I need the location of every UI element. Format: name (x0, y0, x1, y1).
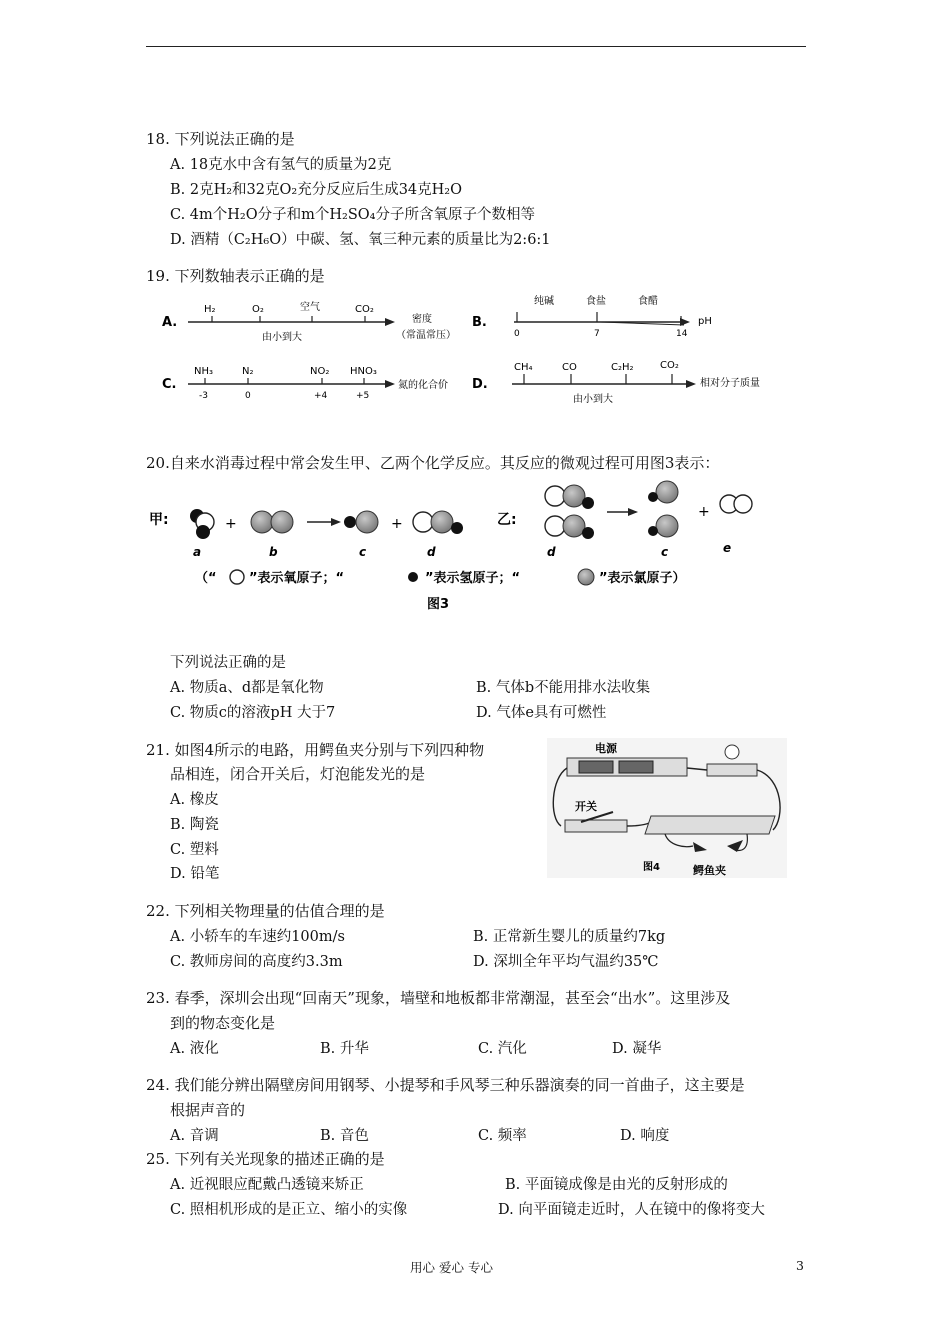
q25-stem: 25. 下列有关光现象的描述正确的是 (146, 1150, 385, 1168)
switch-label: 开关 (575, 800, 597, 813)
q24-option-b: B. 音色 (320, 1128, 369, 1144)
legend-part-3: ”表示氢原子；“ (425, 571, 521, 586)
axis-c-tick-4: +5 (356, 391, 370, 401)
q21-option-a: A. 橡皮 (170, 792, 219, 808)
q21-circuit-figure (547, 738, 787, 878)
axis-b-tick-7: 7 (594, 329, 600, 339)
axis-d-end: 相对分子质量 (700, 378, 760, 389)
q18-option-d: D. 酒精（C₂H₆O）中碳、氢、氧三种元素的质量比为2:6:1 (170, 232, 551, 248)
axis-c-tick-1: -3 (199, 391, 208, 401)
q23-option-d: D. 凝华 (612, 1041, 662, 1057)
q23-stem-line-1: 23. 春季，深圳会出现“回南天”现象，墙壁和地板都非常潮湿，甚至会“出水”。这里涉及 (146, 989, 731, 1007)
axis-c-label-2: N₂ (242, 366, 254, 377)
q20-option-b: B. 气体b不能用排水法收集 (476, 680, 651, 696)
axis-a-end-2: （常温常压） (396, 330, 456, 341)
axis-b-tick-0: 0 (514, 329, 520, 339)
q21-option-c: C. 塑料 (170, 842, 219, 858)
axis-d-under: 由小到大 (573, 394, 613, 405)
axis-b-label-3: 食醋 (638, 296, 658, 307)
q18-option-b: B. 2克H₂和32克O₂充分反应后生成34克H₂O (170, 182, 463, 198)
axis-c-label-1: NH₃ (194, 366, 214, 377)
axis-b-letter: B. (472, 315, 487, 330)
q24-stem-line-2: 根据声音的 (170, 1101, 246, 1119)
label-c: c (359, 545, 367, 559)
axis-a-label-1: H₂ (204, 304, 216, 315)
q25-option-c: C. 照相机形成的是正立、缩小的实像 (170, 1202, 408, 1218)
q20-option-d: D. 气体e具有可燃性 (476, 705, 607, 721)
legend-part-2: ”表示氧原子；“ (249, 571, 345, 586)
label-d2: d (547, 545, 556, 559)
q23-option-a: A. 液化 (170, 1041, 219, 1057)
q20-figure (145, 476, 785, 616)
q19-number-lines (150, 292, 790, 412)
axis-d-label-4: CO₂ (660, 360, 679, 371)
q22-option-b: B. 正常新生婴儿的质量约7kg (473, 929, 666, 945)
q20-stem: 20.自来水消毒过程中常会发生甲、乙两个化学反应。其反应的微观过程可用图3表示： (146, 454, 720, 472)
axis-a-end-1: 密度 (412, 314, 432, 325)
q21-option-d: D. 铅笔 (170, 866, 220, 882)
axis-a-label-3: 空气 (300, 302, 320, 313)
axis-c-label-3: NO₂ (310, 366, 330, 377)
q19-stem: 19. 下列数轴表示正确的是 (146, 267, 325, 285)
jia-label: 甲: (149, 512, 169, 528)
q18-option-a: A. 18克水中含有氢气的质量为2克 (170, 157, 392, 173)
legend-part-1: （“ (195, 571, 217, 586)
q20-sub-stem: 下列说法正确的是 (170, 655, 286, 671)
axis-a-letter: A. (162, 315, 178, 330)
axis-c-label-4: HNO₃ (350, 366, 377, 377)
page-number: 3 (796, 1258, 804, 1273)
header-rule (146, 46, 806, 47)
svg-text:+: + (698, 504, 710, 520)
axis-c-letter: C. (162, 377, 177, 392)
q24-stem-line-1: 24. 我们能分辨出隔壁房间用钢琴、小提琴和手风琴三种乐器演奏的同一首曲子，这主要是 (146, 1076, 745, 1094)
q22-option-a: A. 小轿车的车速约100m/s (170, 929, 345, 945)
power-label: 电源 (595, 742, 617, 755)
q22-stem: 22. 下列相关物理量的估值合理的是 (146, 902, 385, 920)
axis-b-end: pH (698, 316, 712, 327)
q25-option-d: D. 向平面镜走近时，人在镜中的像将变大 (498, 1202, 765, 1218)
q24-option-d: D. 响度 (620, 1128, 670, 1144)
axis-b-label-2: 食盐 (586, 296, 606, 307)
q23-option-b: B. 升华 (320, 1041, 369, 1057)
q22-option-c: C. 教师房间的高度约3.3m (170, 954, 343, 970)
q22-option-d: D. 深圳全年平均气温约35℃ (473, 954, 659, 970)
legend-part-4: ”表示氯原子） (599, 571, 686, 586)
figure-3-label: 图3 (427, 597, 450, 612)
label-b: b (269, 545, 278, 559)
axis-a-label-4: CO₂ (355, 304, 374, 315)
axis-d-label-1: CH₄ (514, 362, 533, 373)
label-d: d (427, 545, 436, 559)
axis-d-letter: D. (472, 377, 488, 392)
q21-stem-line-1: 21. 如图4所示的电路，用鳄鱼夹分别与下列四种物 (146, 741, 485, 759)
axis-d-label-3: C₂H₂ (611, 362, 634, 373)
q18-stem: 18. 下列说法正确的是 (146, 130, 295, 148)
axis-c-end: 氮的化合价 (398, 380, 448, 391)
q24-option-c: C. 频率 (478, 1128, 527, 1144)
axis-d-label-2: CO (562, 362, 577, 373)
svg-text:+: + (225, 516, 237, 532)
axis-c-tick-2: 0 (245, 391, 251, 401)
axis-c-tick-3: +4 (314, 391, 328, 401)
axis-b-tick-14: 14 (676, 329, 688, 339)
q21-option-b: B. 陶瓷 (170, 817, 219, 833)
label-a: a (193, 545, 202, 559)
footer-center: 用心 爱心 专心 (410, 1260, 493, 1275)
q21-stem-line-2: 品相连，闭合开关后，灯泡能发光的是 (170, 765, 426, 783)
q25-option-b: B. 平面镜成像是由光的反射形成的 (505, 1177, 728, 1193)
label-c2: c (661, 545, 669, 559)
figure-4-label: 图4 (643, 862, 660, 873)
q23-stem-line-2: 到的物态变化是 (170, 1014, 276, 1032)
axis-a-label-2: O₂ (252, 304, 264, 315)
q20-option-a: A. 物质a、d都是氧化物 (170, 680, 324, 696)
q18-option-c: C. 4m个H₂O分子和m个H₂SO₄分子所含氧原子个数相等 (170, 207, 535, 223)
svg-text:+: + (391, 516, 403, 532)
yi-label: 乙: (497, 512, 517, 528)
axis-a-under: 由小到大 (262, 332, 302, 343)
q23-option-c: C. 汽化 (478, 1041, 527, 1057)
label-e: e (723, 541, 732, 555)
clip-label: 鳄鱼夹 (693, 864, 726, 877)
q20-option-c: C. 物质c的溶液pH 大于7 (170, 705, 336, 721)
q24-option-a: A. 音调 (170, 1128, 219, 1144)
q25-option-a: A. 近视眼应配戴凸透镜来矫正 (170, 1177, 364, 1193)
axis-b-label-1: 纯碱 (534, 296, 554, 307)
